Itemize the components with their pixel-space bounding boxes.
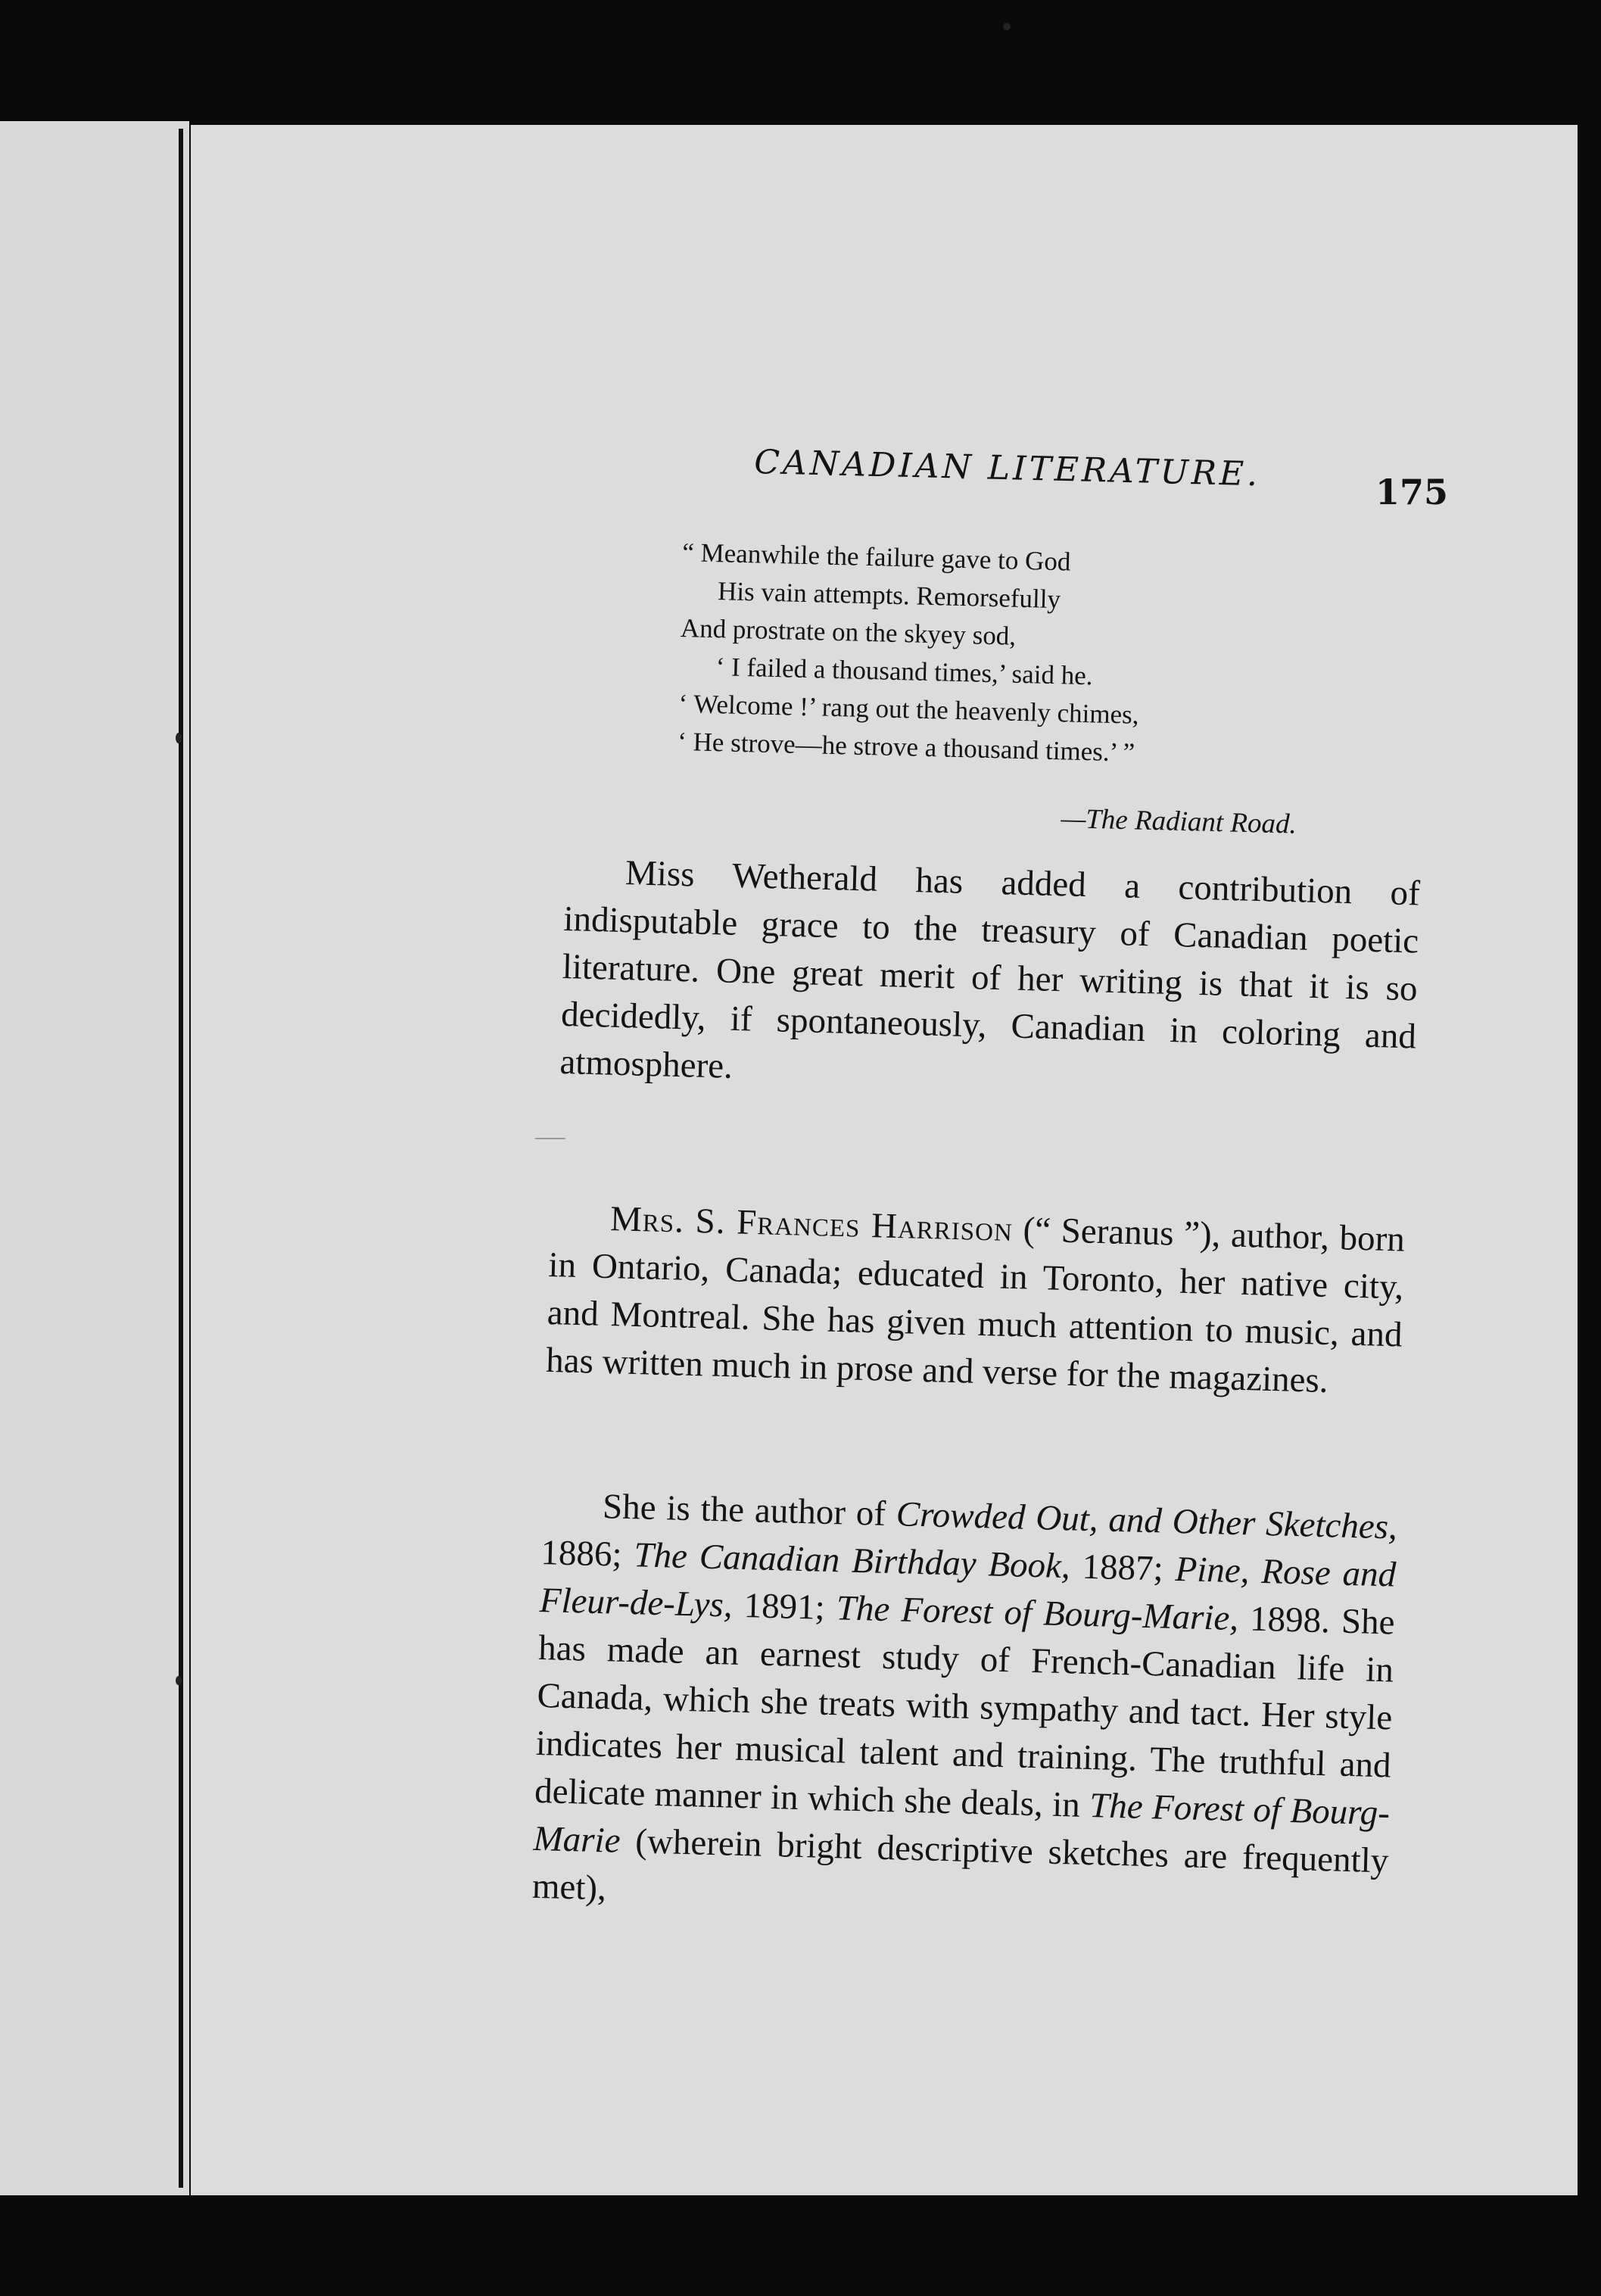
- scan-speck: [176, 1676, 182, 1685]
- book-title: Crowded Out, and Other Sketches,: [896, 1494, 1398, 1547]
- text-run: 1898. She has made an earnest study of French-Canadian life in Canada, which she treats with sympathy and tact. Her style indicates her musical talent and training. The truthful and delicate manner in which she deals, in: [534, 1599, 1396, 1826]
- author-name: Mrs. S. Frances Harrison: [609, 1199, 1014, 1249]
- verse-line: ‘ He strove—he strove a thousand times.’ ”: [677, 726, 1135, 768]
- book-page: [191, 125, 1578, 2195]
- book-title: Pine, Rose and Fleur-de-Lys,: [539, 1549, 1397, 1625]
- scan-speck: [1003, 23, 1011, 30]
- text-run: (wherein bright descriptive sketches are frequently met),: [531, 1821, 1389, 1908]
- book-title: The Canadian Birthday Book,: [633, 1535, 1071, 1587]
- paragraph-harrison-works: [531, 1481, 1397, 1933]
- paragraph-wetherald: [559, 848, 1421, 1108]
- facing-page-edge: [0, 121, 189, 2195]
- verse-line: “ Meanwhile the failure gave to God: [681, 537, 1071, 577]
- paragraph-text: [545, 1194, 1405, 1407]
- section-rule: [535, 1138, 565, 1139]
- page-content: [191, 125, 1578, 2195]
- text-run: 1886;: [540, 1532, 635, 1575]
- book-title: The Forest of Bourg-Marie: [532, 1786, 1391, 1861]
- verse-line: And prostrate on the skyey sod,: [680, 612, 1017, 651]
- verse-quote: [677, 534, 1440, 779]
- paragraph-text-rest: (“ Seranus ”), author, born in Ontario, Canada; educated in Toronto, her native city, and Montreal. She has given much attention to music, and has written much in prose and verse for the magazines.: [545, 1210, 1406, 1400]
- paragraph-text: Miss Wetherald has added a contribution of indisputable grace to the treasury of Canadian poetic literature. One great merit of her writing is that it is so decidedly, if spontaneously, Canadian in coloring and atmosphere.: [559, 853, 1421, 1086]
- verse-line: His vain attempts. Remorsefully: [717, 576, 1061, 615]
- paragraph-text: [531, 1481, 1397, 1933]
- text-run: 1891;: [731, 1585, 837, 1628]
- running-head: CANADIAN LITERATURE.: [753, 443, 1261, 494]
- page-number: 175: [1375, 472, 1449, 512]
- text-run: 1887;: [1070, 1547, 1176, 1589]
- book-title: The Forest of Bourg-Marie,: [836, 1588, 1239, 1639]
- book-gutter: [179, 129, 183, 2188]
- text-run: She is the author of: [602, 1487, 897, 1534]
- verse-attribution: —The Radiant Road.: [1060, 802, 1297, 840]
- paragraph-harrison-bio: [545, 1194, 1405, 1407]
- verse-line: ‘ Welcome !’ rang out the heavenly chimes,: [678, 688, 1139, 730]
- scan-speck: [176, 733, 182, 743]
- verse-line: ‘ I failed a thousand times,’ said he.: [715, 652, 1094, 691]
